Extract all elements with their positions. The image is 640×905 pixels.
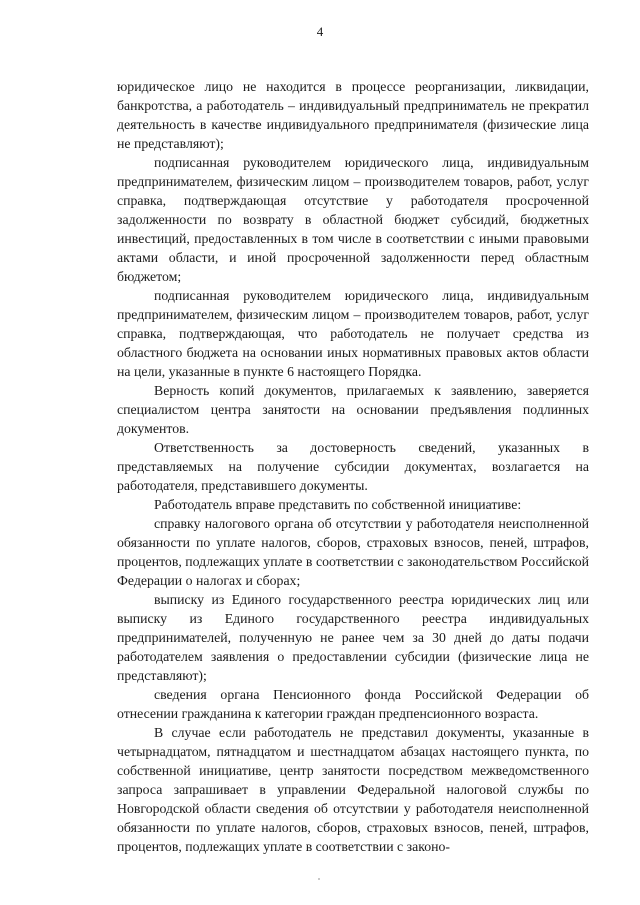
paragraph-6: Работодатель вправе представить по собственной инициативе: <box>154 497 522 512</box>
paragraph-5: Ответственность за достоверность сведений, указанных в представляемых на получение субсидии документах, возлагается на работодателя, представившего документы. <box>117 440 589 493</box>
paragraph-7: справку налогового органа об отсутствии у работодателя неисполненной обязанности по уплате налогов, сборов, страховых взносов, пеней, штрафов, процентов, подлежащих уплате в соответствии с законодательством Российской Федерации о налогах и сборах; <box>117 516 589 588</box>
document-body <box>117 77 589 856</box>
page-number: 4 <box>316 24 324 39</box>
paragraph-1: юридическое лицо не находится в процессе реорганизации, ликвидации, банкротства, а работодатель – индивидуальный предприниматель не прекратил деятельность в качестве индивидуального предпринимателя (физические лица не представляют); <box>117 79 589 151</box>
paragraph-8: выписку из Единого государственного реестра юридических лиц или выписку из Единого государственного реестра индивидуальных предпринимателей, полученную не ранее чем за 30 дней до даты подачи работодателем заявления о предоставлении субсидии (физические лица не представляют); <box>117 592 589 683</box>
paragraph-9: сведения органа Пенсионного фонда Российской Федерации об отнесении гражданина к категории граждан предпенсионного возраста. <box>117 687 589 721</box>
paragraph-3: подписанная руководителем юридического лица, индивидуальным предпринимателем, физическим лицом – производителем товаров, работ, услуг справка, подтверждающая, что работодатель не получает средства из областного бюджета на основании иных нормативных правовых актов области на цели, указанные в пункте 6 настоящего Порядка. <box>117 288 589 379</box>
scan-artifact <box>318 878 320 880</box>
paragraph-2: подписанная руководителем юридического лица, индивидуальным предпринимателем, физическим лицом – производителем товаров, работ, услуг справка, подтверждающая отсутствие у работодателя просроченной задолженности по возврату в областной бюджет субсидий, бюджетных инвестиций, предоставленных в том числе в соответствии с иными правовыми актами области, и иной просроченной задолженности перед областным бюджетом; <box>117 155 589 284</box>
paragraph-4: Верность копий документов, прилагаемых к заявлению, заверяется специалистом центра занятости на основании предъявления подлинных документов. <box>117 383 589 436</box>
paragraph-10: В случае если работодатель не представил документы, указанные в четырнадцатом, пятнадцатом и шестнадцатом абзацах настоящего пункта, по собственной инициативе, центр занятости посредством межведомственного запроса запрашивает в управлении Федеральной налоговой службы по Новгородской области сведения об отсутствии у работодателя неисполненной обязанности по уплате налогов, сборов, страховых взносов, пеней, штрафов, процентов, подлежащих уплате в соответствии с законо- <box>117 725 589 854</box>
